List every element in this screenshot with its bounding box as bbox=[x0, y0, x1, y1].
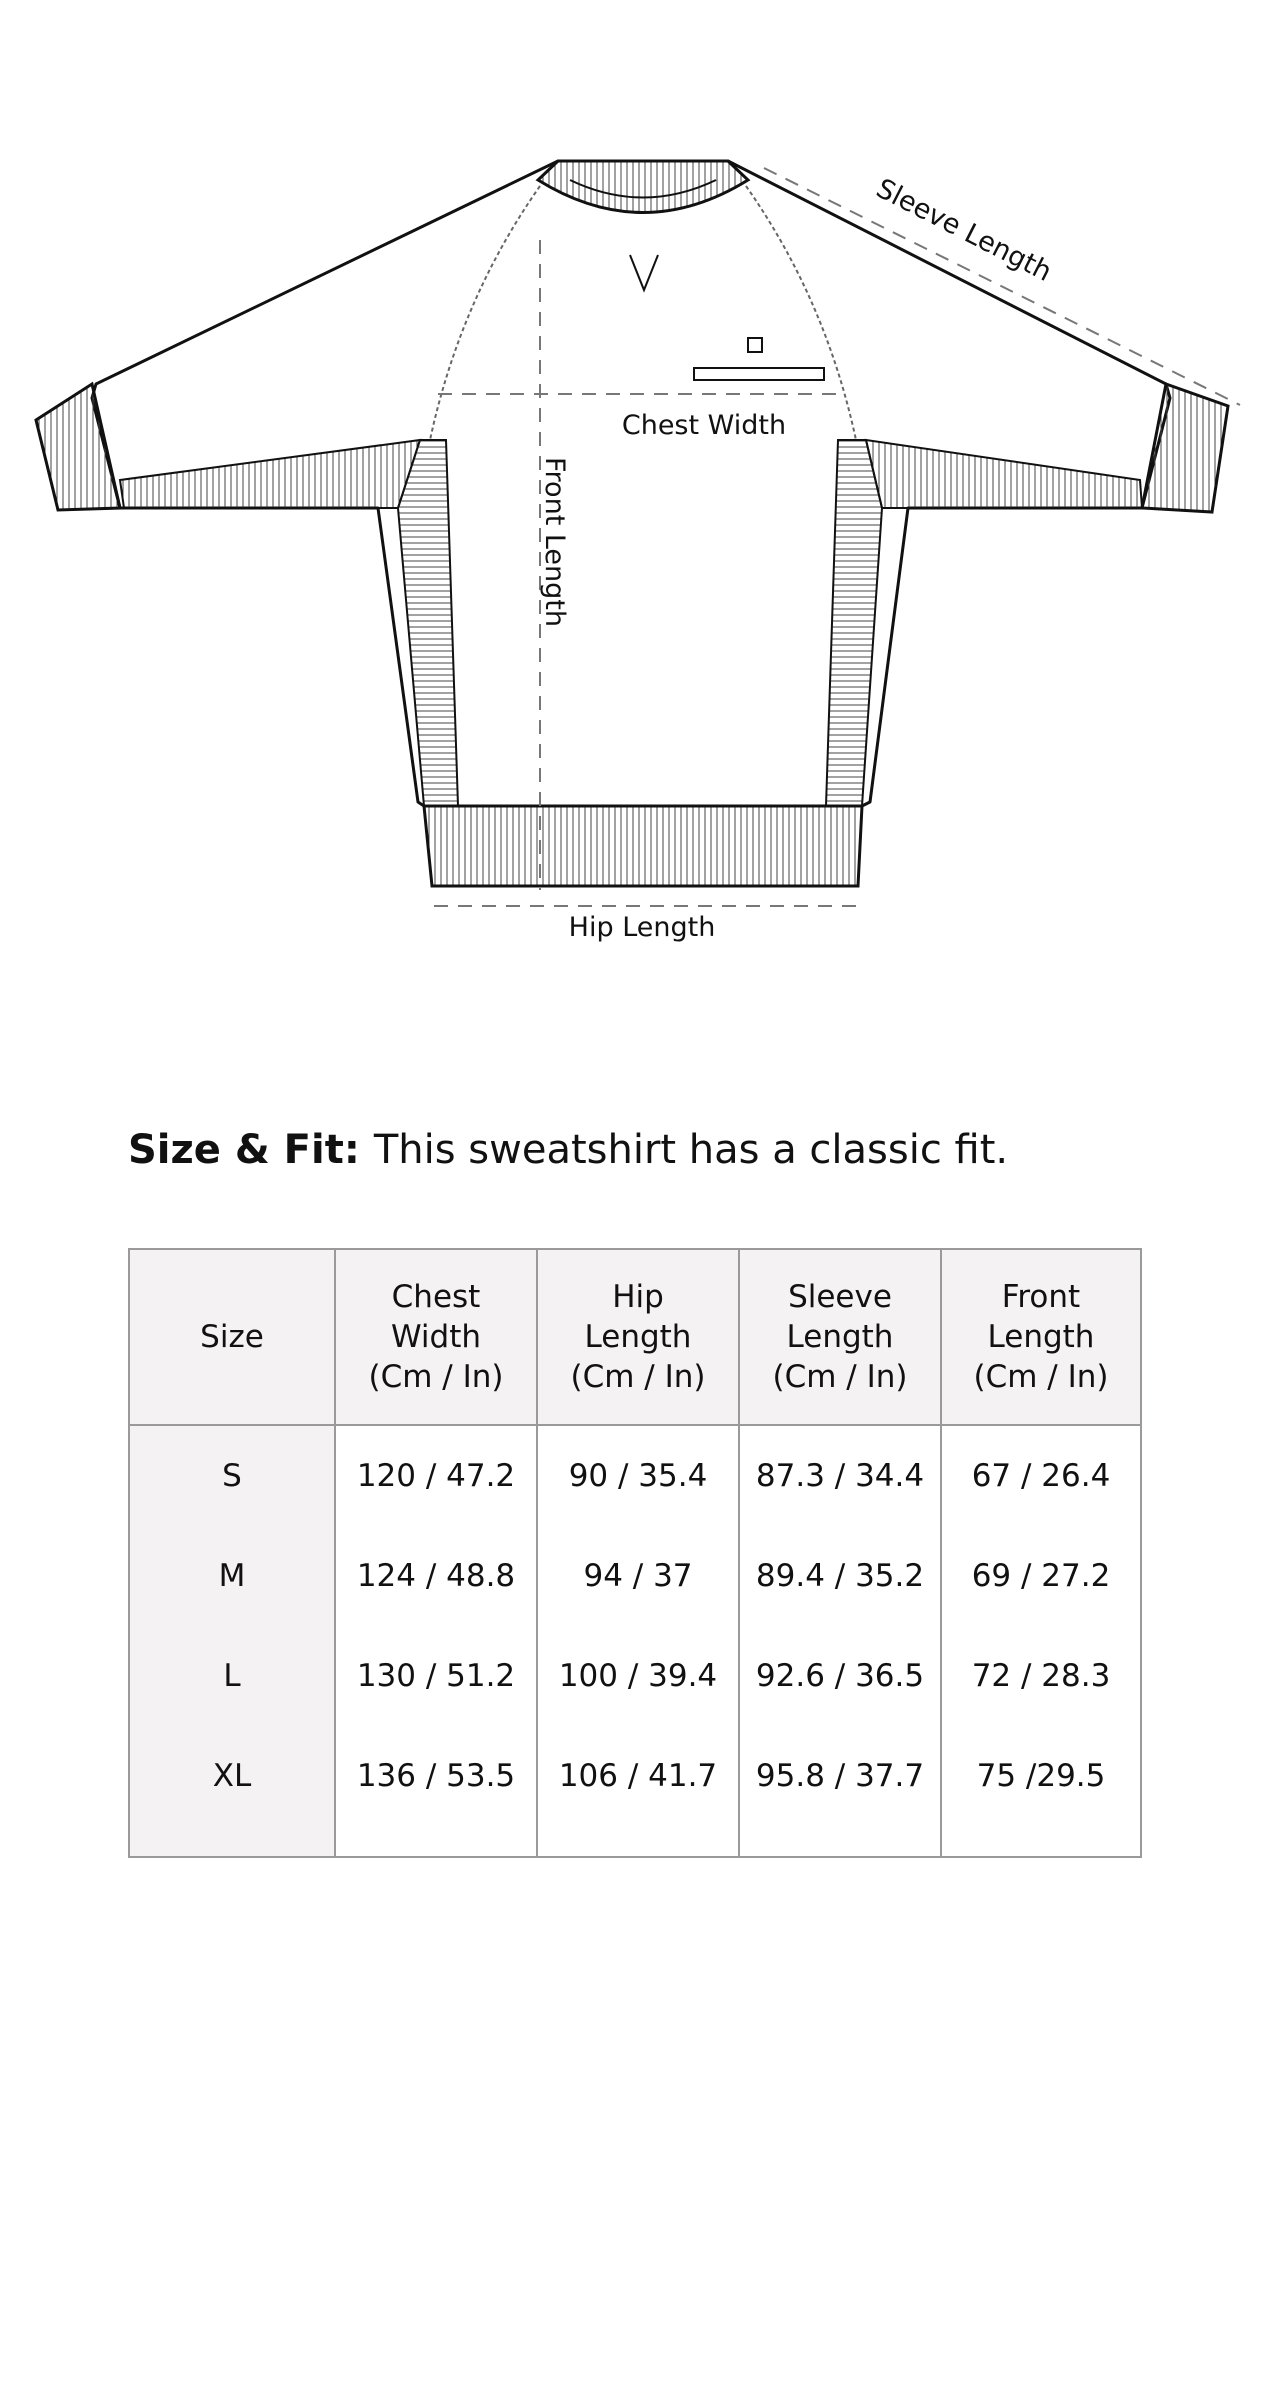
sleeve-length-cell: 87.3 / 34.4 bbox=[739, 1425, 941, 1526]
sleeve-length-cell: 95.8 / 37.7 bbox=[739, 1726, 941, 1857]
header-size: Size bbox=[129, 1249, 335, 1425]
chest-width-label: Chest Width bbox=[621, 410, 787, 441]
chest-width-cell: 130 / 51.2 bbox=[335, 1626, 537, 1726]
header-sleeve-length: Sleeve Length (Cm / In) bbox=[739, 1249, 941, 1425]
sweatshirt-measurement-diagram bbox=[0, 0, 1282, 1000]
size-cell: L bbox=[129, 1626, 335, 1726]
size-chart-table bbox=[128, 1248, 1142, 1858]
front-length-cell: 69 / 27.2 bbox=[941, 1526, 1141, 1626]
size-cell: XL bbox=[129, 1726, 335, 1857]
size-chart-header bbox=[129, 1249, 1141, 1425]
hip-length-cell: 90 / 35.4 bbox=[537, 1425, 739, 1526]
front-length-label: Front Length bbox=[539, 456, 570, 628]
chest-width-cell: 136 / 53.5 bbox=[335, 1726, 537, 1857]
hip-length-cell: 100 / 39.4 bbox=[537, 1626, 739, 1726]
hip-length-label: Hip Length bbox=[568, 912, 716, 943]
size-fit-statement bbox=[128, 1120, 1008, 1180]
size-cell: M bbox=[129, 1526, 335, 1626]
chest-width-cell: 124 / 48.8 bbox=[335, 1526, 537, 1626]
size-fit-label: Size & Fit: bbox=[128, 1127, 360, 1173]
header-hip-length: Hip Length (Cm / In) bbox=[537, 1249, 739, 1425]
table-row bbox=[129, 1526, 1141, 1626]
sleeve-length-cell: 89.4 / 35.2 bbox=[739, 1526, 941, 1626]
table-row bbox=[129, 1726, 1141, 1857]
table-row bbox=[129, 1425, 1141, 1526]
header-front-length: Front Length (Cm / In) bbox=[941, 1249, 1141, 1425]
size-fit-text: This sweatshirt has a classic fit. bbox=[373, 1127, 1009, 1173]
header-row bbox=[129, 1249, 1141, 1425]
front-length-cell: 72 / 28.3 bbox=[941, 1626, 1141, 1726]
front-length-cell: 75 /29.5 bbox=[941, 1726, 1141, 1857]
hem-band bbox=[424, 806, 862, 886]
table-row bbox=[129, 1626, 1141, 1726]
hip-length-cell: 94 / 37 bbox=[537, 1526, 739, 1626]
chest-width-cell: 120 / 47.2 bbox=[335, 1425, 537, 1526]
header-chest-width: Chest Width (Cm / In) bbox=[335, 1249, 537, 1425]
hip-length-cell: 106 / 41.7 bbox=[537, 1726, 739, 1857]
sleeve-length-cell: 92.6 / 36.5 bbox=[739, 1626, 941, 1726]
size-cell: S bbox=[129, 1425, 335, 1526]
front-length-cell: 67 / 26.4 bbox=[941, 1425, 1141, 1526]
sleeve-length-label: Sleeve Length bbox=[871, 172, 1057, 288]
